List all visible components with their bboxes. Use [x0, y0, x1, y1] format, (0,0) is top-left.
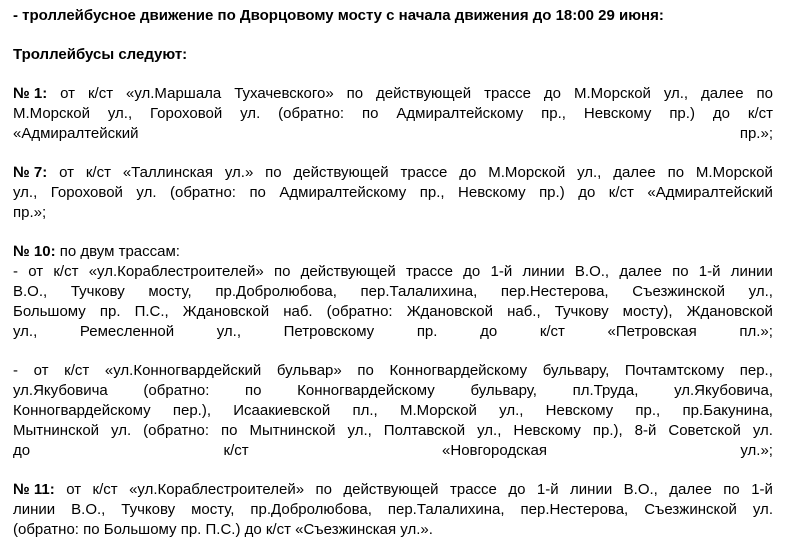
route-word: до — [578, 184, 596, 201]
route-word: к/ст — [747, 105, 773, 122]
route-word: ул., — [577, 164, 602, 181]
route-line — [13, 322, 773, 342]
notice-heading: - троллейбусное движение по Дворцовому мосту с начала движения до 18:00 29 июня: — [13, 7, 664, 24]
route-word: наб. — [283, 303, 313, 320]
route-word: по — [221, 422, 238, 439]
route-word: Ждановской — [182, 303, 270, 320]
route-word: линии — [522, 263, 565, 280]
route-first-line — [13, 480, 773, 500]
route-word: до — [459, 164, 477, 181]
route-line — [13, 203, 46, 223]
route-word: пер.), — [172, 402, 212, 419]
route-word: к/ст — [85, 164, 111, 181]
route-word: к/ст — [87, 85, 114, 102]
route-word: от — [59, 164, 74, 181]
route-word: от — [60, 85, 76, 102]
route-word: ул. — [111, 422, 132, 439]
route-word: действующей — [343, 481, 439, 498]
route-line — [13, 441, 773, 461]
route-word: (обратно: — [170, 184, 236, 201]
section-subheading: Троллейбусы следуют: — [13, 46, 188, 63]
route-word: ул., — [13, 184, 38, 201]
route-word: Ремесленной — [79, 323, 175, 340]
route-word: М.Морской — [695, 164, 773, 181]
route-word: ул., — [216, 323, 242, 340]
route-word: Невскому — [513, 422, 581, 439]
route-word: по — [362, 105, 379, 122]
route-word: наб., — [507, 303, 541, 320]
route-word: В.О., — [71, 501, 106, 518]
route-word: «ул.Кораблестроителей» — [88, 263, 264, 280]
route-text: (обратно: по Большому пр. П.С.) до к/ст «Съезжинская ул.». — [13, 521, 433, 538]
route-line — [13, 282, 773, 302]
route-word: ул. — [752, 501, 773, 518]
route-word: В.О., — [623, 481, 658, 498]
route-text: по двум трассам: — [59, 243, 180, 260]
route-word: Съезжинской — [644, 501, 737, 518]
route-word: далее — [701, 85, 744, 102]
route-word: пр.Добролюбова, — [250, 501, 372, 518]
route-word: 1-й — [490, 263, 513, 280]
route-line — [13, 361, 773, 381]
route-word: «Новгородская — [442, 442, 547, 459]
route-word: от — [66, 481, 82, 498]
route-word: бульвар» — [276, 362, 342, 379]
route-word: Исаакиевской — [233, 402, 331, 419]
route-word: «ул.Конногвардейский — [104, 362, 262, 379]
route-word: пр.) — [669, 105, 695, 122]
route-word: пер.Нестерова, — [520, 501, 629, 518]
route-word: линии — [730, 263, 773, 280]
route-word: трассе — [450, 481, 497, 498]
route-word: по — [265, 164, 282, 181]
route-word: ул., — [499, 402, 524, 419]
route-word: Съезжинской — [632, 283, 726, 300]
route-word: до — [463, 263, 481, 280]
route-word: бульвару, — [542, 362, 610, 379]
route-word: к/ст — [92, 481, 118, 498]
route-word: «Петровская — [607, 323, 697, 340]
route-word: пр.), — [592, 422, 623, 439]
route-word: (обратно: — [143, 382, 210, 399]
route-word: далее — [619, 263, 662, 280]
route-word: Гороховой — [150, 105, 223, 122]
route-word: пр., — [635, 402, 661, 419]
route-word: ул., — [107, 105, 133, 122]
route-word: М.Морской — [488, 164, 566, 181]
route-word: В.О., — [13, 283, 48, 300]
route-word: ул. — [136, 184, 157, 201]
route-word: к/ст — [223, 442, 249, 459]
route-word: до — [543, 85, 562, 102]
route-word: действующей — [293, 164, 389, 181]
route-word: к/ст — [53, 263, 79, 280]
route-word: ул., — [477, 422, 502, 439]
route-word: по — [723, 481, 740, 498]
route-word: «Адмиралтейский — [647, 184, 773, 201]
route-line — [13, 124, 138, 144]
route-word: ул.»; — [740, 442, 773, 459]
route-word: (обратно: — [326, 303, 393, 320]
route-word: до — [480, 323, 498, 340]
route-word: по — [346, 85, 364, 102]
route-word: по — [315, 481, 332, 498]
route-number: № 11: — [13, 481, 55, 498]
route-word: Гороховой — [50, 184, 123, 201]
route-word: от — [28, 263, 44, 280]
route-line — [13, 401, 773, 421]
route-first-line — [13, 84, 773, 104]
route-text: пр.»; — [13, 204, 47, 221]
route-text: «Адмиралтейский — [13, 125, 139, 142]
route-word: 1-й — [536, 481, 559, 498]
route-word: пр.Бакунина, — [682, 402, 773, 419]
route-word: пер.Талалихина, — [387, 501, 505, 518]
route-word: по — [672, 263, 689, 280]
route-word: - — [13, 263, 18, 280]
route-word: ул., — [663, 85, 689, 102]
route-word: Ждановской — [406, 303, 494, 320]
route-word: П.С., — [134, 303, 169, 320]
route-word: Тучкову — [554, 303, 609, 320]
route-word: В.О., — [574, 263, 610, 280]
route-word: Мытнинской — [249, 422, 336, 439]
route-word: по — [245, 382, 262, 399]
route-word: пр., — [541, 105, 566, 122]
route-line — [13, 262, 773, 282]
route-word: пер.Нестерова, — [500, 283, 609, 300]
route-word: 8-й — [634, 422, 657, 439]
route-first-line — [13, 163, 773, 183]
route-word: пр. — [416, 323, 438, 340]
route-word: к/ст — [64, 362, 90, 379]
route-word: по — [667, 164, 685, 181]
route-word: линии — [570, 481, 613, 498]
route-word: к/ст — [608, 184, 634, 201]
route-word: действующей — [376, 85, 472, 102]
route-word: пр. — [99, 303, 121, 320]
route-word: Тучкову — [121, 501, 176, 518]
route-number: № 7: — [13, 164, 48, 181]
route-word: к/ст — [539, 323, 565, 340]
route-word: ул. — [240, 105, 261, 122]
route-word: Невскому — [583, 105, 652, 122]
route-text: пр.»; — [739, 125, 773, 142]
route-word: по — [273, 263, 291, 280]
route-word: бульвару, — [470, 382, 537, 399]
route-word: ул., — [748, 283, 773, 300]
route-word: ул., — [347, 422, 372, 439]
route-word: по — [249, 184, 266, 201]
route-word: Полтавской — [383, 422, 466, 439]
route-line — [13, 381, 773, 401]
route-word: Советской — [668, 422, 741, 439]
route-word: Мытнинской — [13, 422, 100, 439]
route-word: далее — [669, 481, 712, 498]
route-word: трассе — [400, 164, 448, 181]
route-word: ул. — [752, 422, 773, 439]
route-word: Почтамтскому — [624, 362, 725, 379]
route-word: пл.»; — [739, 323, 773, 340]
route-word: Адмиралтейскому — [396, 105, 524, 122]
route-line-end — [740, 124, 773, 144]
route-word: Петровскому — [283, 323, 375, 340]
route-word: трассе — [484, 85, 531, 102]
route-word: линии — [13, 501, 56, 518]
route-line — [13, 183, 773, 203]
route-word: Конногвардейскому — [297, 382, 435, 399]
route-word: «Таллинская — [122, 164, 214, 181]
route-word: Тухачевского» — [234, 85, 334, 102]
route-word: ул.Якубовича, — [674, 382, 773, 399]
route-word: М.Морской — [399, 402, 477, 419]
route-word: 1-й — [751, 481, 773, 498]
route-word: М.Морской — [573, 85, 651, 102]
route-word: (обратно: — [143, 422, 210, 439]
route-word: до — [508, 481, 526, 498]
route-word: до — [13, 442, 31, 459]
route-word: по — [357, 362, 374, 379]
route-word: «ул.Маршала — [126, 85, 222, 102]
route-word: трассе — [406, 263, 453, 280]
route-word: пр., — [419, 184, 445, 201]
route-word: Конногвардейскому — [389, 362, 528, 379]
route-word: пр.Добролюбова, — [215, 283, 337, 300]
route-word: мосту, — [148, 283, 192, 300]
route-line — [13, 500, 773, 520]
route-word: ул.» — [224, 164, 254, 181]
route-word: мосту, — [191, 501, 235, 518]
route-word: «ул.Кораблестроителей» — [129, 481, 305, 498]
route-word: - — [13, 362, 18, 379]
route-word: далее — [613, 164, 656, 181]
route-line — [13, 104, 773, 124]
route-word: пл., — [352, 402, 378, 419]
route-word: действующей — [300, 263, 396, 280]
route-word: Большому — [13, 303, 86, 320]
route-word: Ждановской — [686, 303, 773, 320]
route-word: ул.Якубовича — [13, 382, 108, 399]
route-word: пер., — [739, 362, 773, 379]
route-word: до — [712, 105, 730, 122]
route-number: № 1: — [13, 85, 48, 102]
route-line — [13, 520, 433, 540]
route-word: Адмиралтейскому — [279, 184, 407, 201]
route-word: М.Морской — [13, 105, 90, 122]
route-word: Невскому — [545, 402, 614, 419]
route-word: 1-й — [698, 263, 721, 280]
route-first-line — [13, 242, 180, 262]
route-word: мосту), — [622, 303, 673, 320]
route-number: № 10: — [13, 243, 60, 260]
route-word: Невскому — [458, 184, 526, 201]
route-word: ул., — [13, 323, 38, 340]
route-word: (обратно: — [278, 105, 345, 122]
route-word: пр.) — [539, 184, 565, 201]
route-word: по — [756, 85, 773, 102]
route-line — [13, 302, 773, 322]
route-line — [13, 421, 773, 441]
route-word: Конногвардейскому — [13, 402, 151, 419]
route-word: от — [33, 362, 49, 379]
route-word: пл.Труда, — [572, 382, 639, 399]
route-word: пер.Талалихина, — [360, 283, 478, 300]
route-word: Тучкову — [70, 283, 125, 300]
